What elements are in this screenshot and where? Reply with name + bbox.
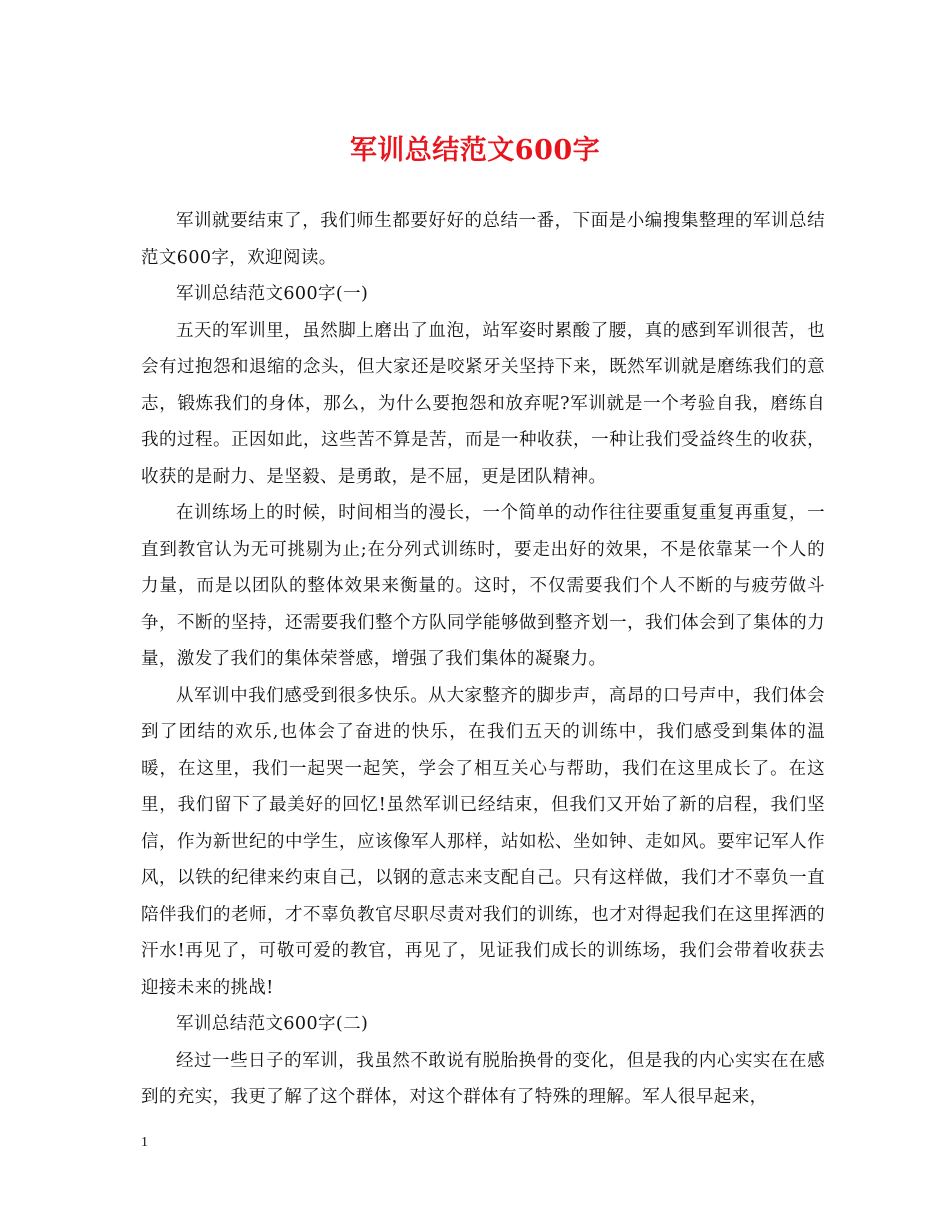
section-heading-1: 军训总结范文600字(一) bbox=[176, 284, 369, 304]
section-heading-2: 军训总结范文600字(二) bbox=[176, 1014, 369, 1034]
page-number: 1 bbox=[141, 1135, 148, 1150]
body-paragraph: 经过一些日子的军训，我虽然不敢说有脱胎换骨的变化，但是我的内心实实在在感到的充实，我更了解了这个群体，对这个群体有了特殊的理解。军人很早起来， bbox=[141, 1050, 825, 1107]
body-paragraph: 在训练场上的时候，时间相当的漫长，一个简单的动作往往要重复重复再重复，一直到教官认为无可挑剔为止;在分列式训练时，要走出好的效果，不是依靠某一个人的力量，而是以团队的整体效果来衡量的。这时，不仅需要我们个人不断的与疲劳做斗争，不断的坚持，还需要我们整个方队同学能够做到整齐划一，我们体会到了集体的力量，激发了我们的集体荣誉感，增强了我们集体的凝聚力。 bbox=[141, 503, 825, 669]
body-paragraph: 五天的军训里，虽然脚上磨出了血泡，站军姿时累酸了腰，真的感到军训很苦，也会有过抱怨和退缩的念头，但大家还是咬紧牙关坚持下来，既然军训就是磨练我们的意志，锻炼我们的身体，那么，为什么要抱怨和放弃呢?军训就是一个考验自我，磨练自我的过程。正因如此，这些苦不算是苦，而是一种收获，一种让我们受益终生的收获，收获的是耐力、是坚毅、是勇敢，是不屈，更是团队精神。 bbox=[141, 320, 825, 487]
body-paragraph: 从军训中我们感受到很多快乐。从大家整齐的脚步声，高昂的口号声中，我们体会到了团结的欢乐,也体会了奋进的快乐，在我们五天的训练中，我们感受到集体的温暖，在这里，我们一起哭一起笑，学会了相互关心与帮助，我们在这里成长了。在这里，我们留下了最美好的回忆!虽然军训已经结束，但我们又开始了新的启程，我们坚信，作为新世纪的中学生，应该像军人那样，站如松、坐如钟、走如风。要牢记军人作风，以铁的纪律来约束自己，以钢的意志来支配自己。只有这样做，我们才不辜负一直陪伴我们的老师，才不辜负教官尽职尽责对我们的训练，也才对得起我们在这里挥洒的汗水!再见了，可敬可爱的教官，再见了，见证我们成长的训练场，我们会带着收获去迎接未来的挑战! bbox=[141, 685, 825, 998]
intro-paragraph: 军训就要结束了，我们师生都要好好的总结一番，下面是小编搜集整理的军训总结范文600字，欢迎阅读。 bbox=[141, 211, 825, 268]
document-title: 军训总结范文600字 bbox=[349, 135, 601, 166]
document-body bbox=[141, 203, 825, 1116]
